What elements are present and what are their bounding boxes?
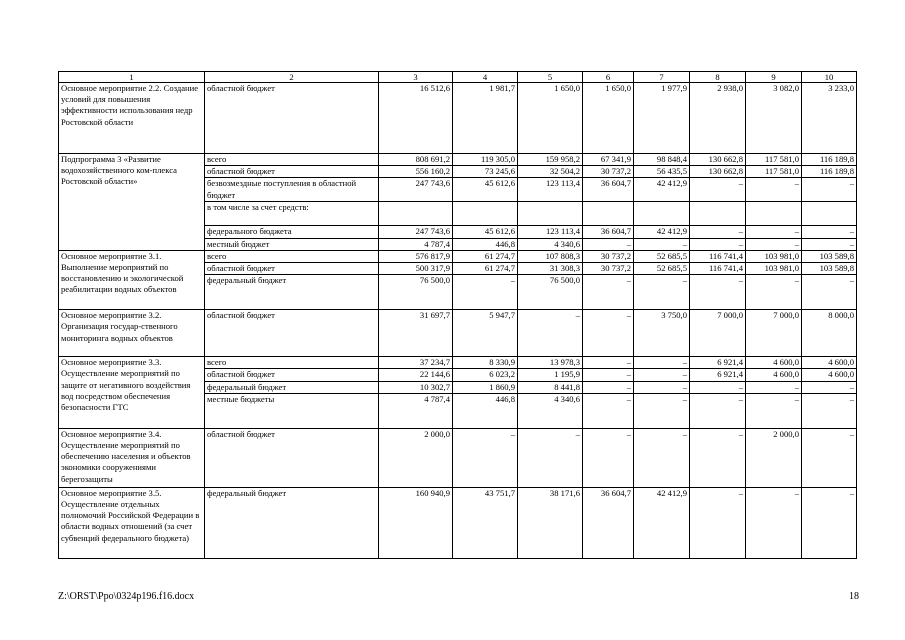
value-cell: 1 650,0 [518,83,583,154]
value-cell: – [583,393,634,428]
value-cell: 38 171,6 [518,487,583,558]
value-cell: 446,8 [453,238,518,250]
value-cell: 1 977,9 [634,83,690,154]
value-cell: – [583,310,634,357]
value-cell: – [746,226,802,238]
value-cell: 30 737,2 [583,263,634,275]
value-cell: 36 604,7 [583,226,634,238]
value-cell: 98 848,4 [634,154,690,166]
funding-source-cell: местный бюджет [205,238,379,250]
value-cell: – [518,310,583,357]
funding-source-cell: всего [205,154,379,166]
value-cell: 8 000,0 [802,310,857,357]
value-cell: – [802,275,857,310]
value-cell [379,202,453,226]
value-cell: 42 412,9 [634,487,690,558]
value-cell: – [746,238,802,250]
header-cell: 2 [205,72,379,83]
value-cell: 6 921,4 [690,357,746,369]
value-cell: 1 195,9 [518,369,583,381]
header-cell: 5 [518,72,583,83]
value-cell: 2 000,0 [746,428,802,487]
value-cell: – [583,238,634,250]
value-cell: 31 308,3 [518,263,583,275]
value-cell: 30 737,2 [583,166,634,178]
value-cell: 37 234,7 [379,357,453,369]
funding-source-cell: областной бюджет [205,166,379,178]
value-cell: 5 947,7 [453,310,518,357]
value-cell: 42 412,9 [634,178,690,202]
header-cell: 9 [746,72,802,83]
value-cell: 45 612,6 [453,178,518,202]
table-row [59,357,857,369]
value-cell: 119 305,0 [453,154,518,166]
value-cell: 4 787,4 [379,393,453,428]
value-cell: 67 341,9 [583,154,634,166]
value-cell: 116 741,4 [690,263,746,275]
value-cell: 130 662,8 [690,154,746,166]
table-body [59,72,857,559]
value-cell: 2 000,0 [379,428,453,487]
value-cell: 116 189,8 [802,154,857,166]
value-cell: 160 940,9 [379,487,453,558]
value-cell: 61 274,7 [453,263,518,275]
value-cell: 45 612,6 [453,226,518,238]
value-cell: – [453,428,518,487]
value-cell: 117 581,0 [746,154,802,166]
value-cell: – [583,275,634,310]
value-cell: 36 604,7 [583,487,634,558]
value-cell: – [802,381,857,393]
funding-source-cell: федеральный бюджет [205,381,379,393]
page-number: 18 [849,591,859,602]
value-cell: 4 787,4 [379,238,453,250]
value-cell: 103 981,0 [746,250,802,262]
value-cell: – [583,381,634,393]
header-cell: 7 [634,72,690,83]
value-cell: 52 685,5 [634,263,690,275]
value-cell [453,202,518,226]
value-cell: – [746,178,802,202]
funding-source-cell: областной бюджет [205,369,379,381]
table-row [59,250,857,262]
value-cell: 7 000,0 [746,310,802,357]
value-cell: 1 650,0 [583,83,634,154]
value-cell: – [746,381,802,393]
value-cell: 8 330,9 [453,357,518,369]
funding-source-cell: областной бюджет [205,83,379,154]
value-cell: 76 500,0 [518,275,583,310]
value-cell: 116 741,4 [690,250,746,262]
value-cell: 4 340,6 [518,393,583,428]
value-cell: 22 144,6 [379,369,453,381]
value-cell: 103 981,0 [746,263,802,275]
value-cell: – [690,487,746,558]
value-cell: 130 662,8 [690,166,746,178]
measure-name-cell: Основное мероприятие 3.1. Выполнение мероприятий по восстановлению и экологической реабилитации водных объектов [59,250,205,309]
measure-name-cell: Основное мероприятие 3.2. Организация государ-ственного мониторинга водных объектов [59,310,205,357]
value-cell: 3 233,0 [802,83,857,154]
measure-name-cell: Основное мероприятие 2.2. Создание условий для повышения эффективности использования недр Ростовской области [59,83,205,154]
table-row [59,487,857,558]
value-cell: – [802,487,857,558]
value-cell: – [802,393,857,428]
value-cell: 247 743,6 [379,226,453,238]
value-cell: 32 504,2 [518,166,583,178]
measure-name-cell: Основное мероприятие 3.3. Осуществление мероприятий по защите от негативного воздействия вод посредством обеспечения безопасности ГТС [59,357,205,429]
value-cell [802,202,857,226]
value-cell: – [634,275,690,310]
value-cell: 4 340,6 [518,238,583,250]
value-cell [746,202,802,226]
value-cell: – [746,275,802,310]
table-row [59,428,857,487]
footer-file-path: Z:\ORST\Ppo\0324p196.f16.docx [58,591,195,602]
funding-source-cell: в том числе за счет средств: [205,202,379,226]
value-cell: 446,8 [453,393,518,428]
header-cell: 6 [583,72,634,83]
value-cell: 76 500,0 [379,275,453,310]
value-cell: – [634,238,690,250]
value-cell: 4 600,0 [746,369,802,381]
table-row [59,154,857,166]
value-cell: 13 978,3 [518,357,583,369]
header-cell: 10 [802,72,857,83]
value-cell: – [583,369,634,381]
value-cell: 3 750,0 [634,310,690,357]
value-cell: – [802,428,857,487]
value-cell: 6 023,2 [453,369,518,381]
value-cell: – [583,357,634,369]
value-cell: 103 589,8 [802,250,857,262]
value-cell: 56 435,5 [634,166,690,178]
value-cell: – [634,381,690,393]
value-cell: 52 685,5 [634,250,690,262]
value-cell: 10 302,7 [379,381,453,393]
value-cell: 4 600,0 [746,357,802,369]
value-cell: 123 113,4 [518,226,583,238]
value-cell: 576 817,9 [379,250,453,262]
value-cell: – [746,393,802,428]
value-cell: 7 000,0 [690,310,746,357]
value-cell: 808 691,2 [379,154,453,166]
value-cell: 117 581,0 [746,166,802,178]
header-cell: 3 [379,72,453,83]
value-cell: 36 604,7 [583,178,634,202]
value-cell [583,202,634,226]
value-cell: 61 274,7 [453,250,518,262]
funding-source-cell: федеральный бюджет [205,275,379,310]
value-cell: 3 082,0 [746,83,802,154]
funding-source-cell: областной бюджет [205,263,379,275]
funding-source-cell: областной бюджет [205,310,379,357]
value-cell [634,202,690,226]
value-cell: – [690,428,746,487]
measure-name-cell: Подпрограмма 3 «Развитие водохозяйственного ком-плекса Ростовской области» [59,154,205,251]
funding-source-cell: местные бюджеты [205,393,379,428]
value-cell: 30 737,2 [583,250,634,262]
funding-source-cell: всего [205,250,379,262]
value-cell: 116 189,8 [802,166,857,178]
value-cell: 42 412,9 [634,226,690,238]
value-cell: 159 958,2 [518,154,583,166]
value-cell: 500 317,9 [379,263,453,275]
value-cell: – [518,428,583,487]
value-cell: – [802,178,857,202]
measure-name-cell: Основное мероприятие 3.5. Осуществление отдельных полномочий Российской Федерации в области водных отношений (за счет субвенций федерального бюджета) [59,487,205,558]
value-cell: 107 808,3 [518,250,583,262]
funding-source-cell: безвозмездные поступления в областной бюджет [205,178,379,202]
value-cell: – [634,393,690,428]
value-cell: – [802,238,857,250]
header-cell: 4 [453,72,518,83]
funding-source-cell: всего [205,357,379,369]
value-cell: 247 743,6 [379,178,453,202]
value-cell: 2 938,0 [690,83,746,154]
value-cell: 4 600,0 [802,357,857,369]
measure-name-cell: Основное мероприятие 3.4. Осуществление мероприятий по обеспечению населения и объектов экономики сооружениями берегозащиты [59,428,205,487]
value-cell: 123 113,4 [518,178,583,202]
funding-source-cell: областной бюджет [205,428,379,487]
value-cell [518,202,583,226]
value-cell: – [802,226,857,238]
funding-source-cell: федерального бюджета [205,226,379,238]
value-cell: 1 860,9 [453,381,518,393]
table-row [59,83,857,154]
value-cell: – [690,226,746,238]
value-cell: – [746,487,802,558]
value-cell: 556 160,2 [379,166,453,178]
value-cell: 8 441,8 [518,381,583,393]
value-cell: – [690,393,746,428]
header-row [59,72,857,83]
value-cell: – [690,238,746,250]
value-cell: 16 512,6 [379,83,453,154]
value-cell: 4 600,0 [802,369,857,381]
value-cell: 43 751,7 [453,487,518,558]
value-cell: 31 697,7 [379,310,453,357]
header-cell: 8 [690,72,746,83]
value-cell: 1 981,7 [453,83,518,154]
value-cell: 103 589,8 [802,263,857,275]
header-cell: 1 [59,72,205,83]
value-cell: – [634,357,690,369]
value-cell: – [690,275,746,310]
value-cell: 6 921,4 [690,369,746,381]
value-cell: – [583,428,634,487]
budget-table [58,71,857,559]
value-cell: – [634,428,690,487]
value-cell: – [634,369,690,381]
value-cell: – [690,178,746,202]
value-cell [690,202,746,226]
funding-source-cell: федеральный бюджет [205,487,379,558]
value-cell: – [453,275,518,310]
value-cell: 73 245,6 [453,166,518,178]
value-cell: – [690,381,746,393]
table-row [59,310,857,357]
